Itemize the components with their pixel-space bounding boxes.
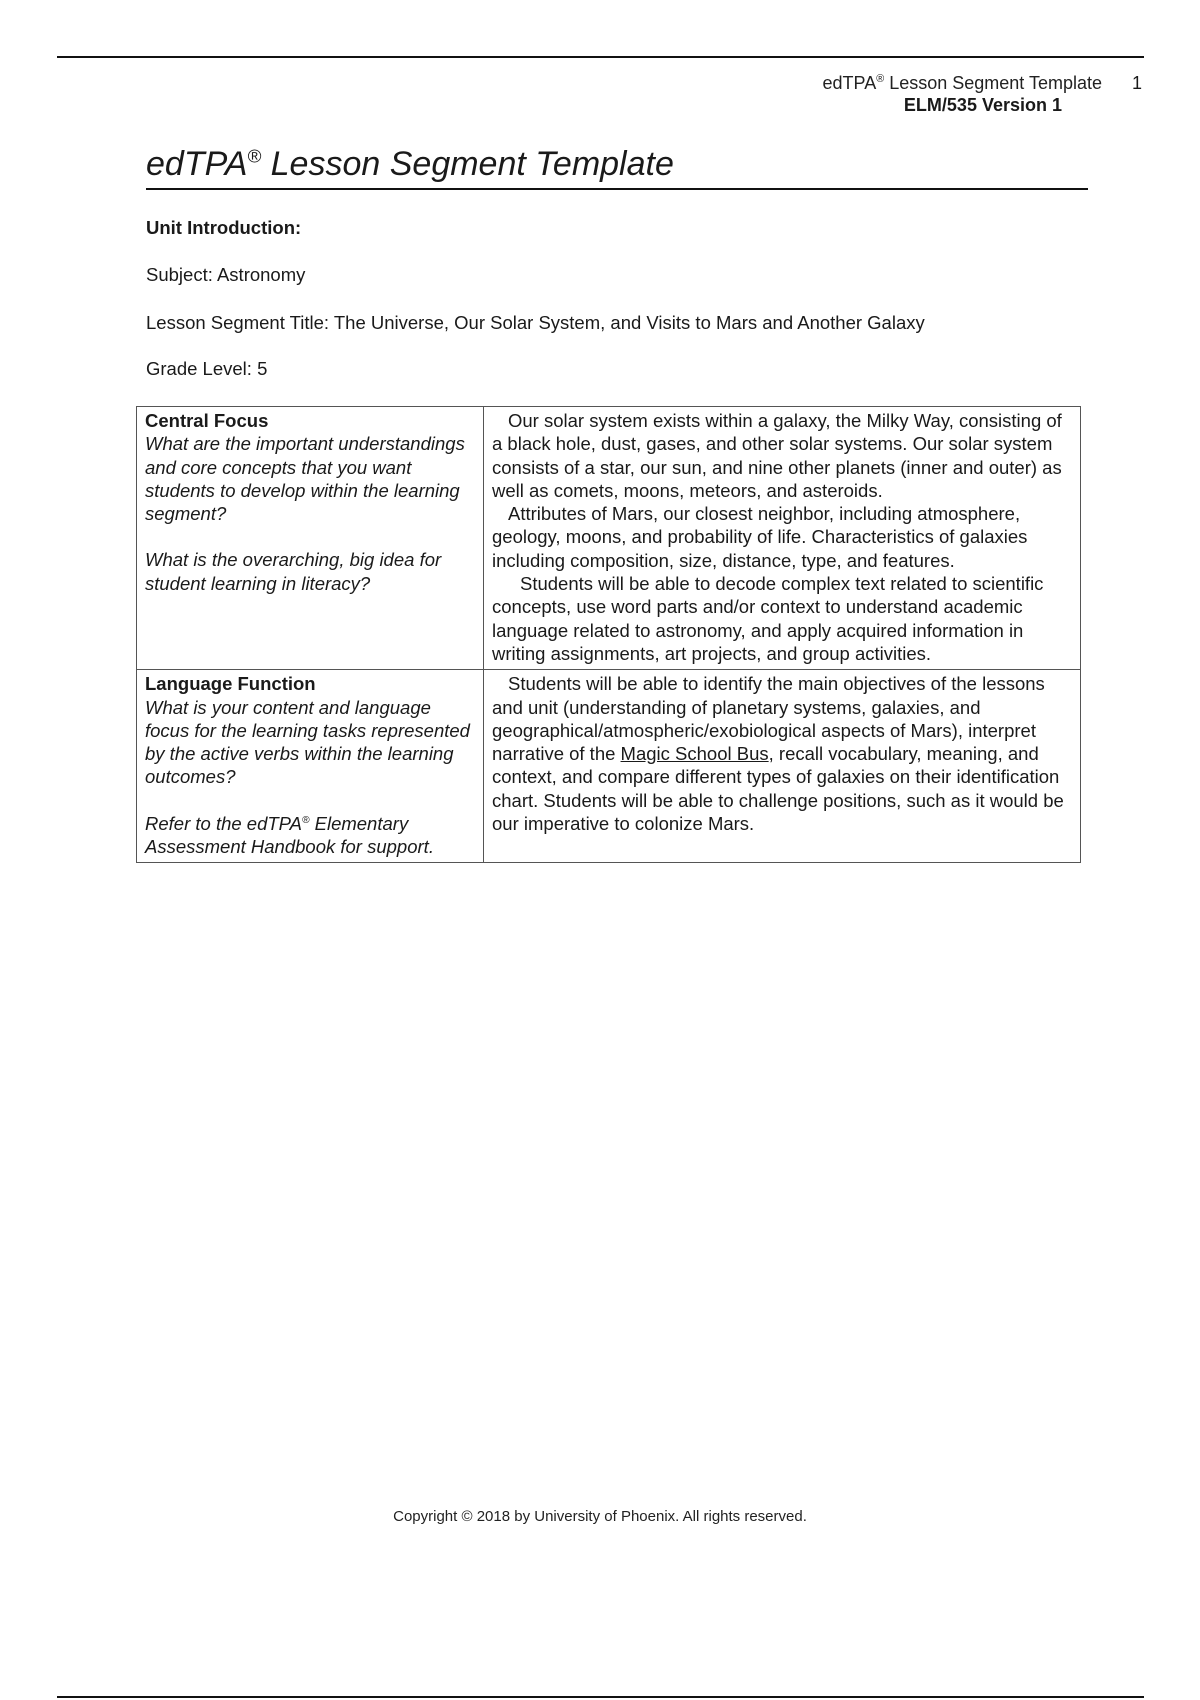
bottom-rule [57,1696,1144,1698]
language-function-question-1: What is your content and language focus for the learning tasks represented by the active verbs within the learning outcomes? [145,696,470,788]
language-function-question-2: Refer to the edTPA® Elementary Assessment Handbook for support. [145,812,434,858]
central-focus-paragraph-3: Students will be able to decode complex text related to scientific concepts, use word parts and/or context to understand academic language related to astronomy, and apply acquired information in writing assignments, art projects, and group activities. [492,573,1044,664]
language-function-response-cell [484,670,1081,863]
central-focus-heading: Central Focus [145,410,269,431]
table-row-language-function [137,670,1081,863]
table-row-central-focus [137,407,1081,670]
unit-introduction-label: Unit Introduction: [146,217,302,238]
top-rule [57,56,1144,58]
central-focus-question-2: What is the overarching, big idea for student learning in literacy? [145,549,442,594]
subject-line: Subject: Astronomy [146,264,306,285]
course-version: ELM/535 Version 1 [903,95,1062,115]
language-function-heading: Language Function [145,673,316,695]
language-function-paragraph: Students will be able to identify the main objectives of the lessons and unit (understanding of planetary systems, galaxies, and geographical/atmospheric/exobiological aspects of Mars), interpret narrative of the Magic School Bus, recall vocabulary, meaning, and context, and compare different types of galaxies on their identification chart. Students will be able to challenge positions, such as it would be our imperative to colonize Mars. [492,673,1064,835]
magic-school-bus-title: Magic School Bus [620,743,769,765]
running-title: edTPA® Lesson Segment Template [822,73,1102,93]
language-function-prompt-cell [137,670,484,863]
grade-level-line: Grade Level: 5 [146,358,268,379]
copyright-footer: Copyright © 2018 by University of Phoenix. All rights reserved. [393,1508,807,1525]
central-focus-question-1: What are the important understandings and core concepts that you want students to develop within the learning segment? [145,433,465,525]
document-title: edTPA® Lesson Segment Template [146,140,1088,190]
central-focus-paragraph-2: Attributes of Mars, our closest neighbor, including atmosphere, geology, moons, and probability of life. Characteristics of galaxies including composition, size, distance, type, and features. [492,503,1028,571]
lesson-segment-table [136,406,1081,863]
central-focus-response-cell [484,407,1081,670]
central-focus-paragraph-1: Our solar system exists within a galaxy, the Milky Way, consisting of a black hole, dust, gases, and other solar systems. Our solar system consists of a star, our sun, and nine other planets (inner and outer) as well as comets, moons, meteors, and asteroids. [492,410,1062,501]
lesson-title-line: Lesson Segment Title: The Universe, Our Solar System, and Visits to Mars and Another Galaxy [146,312,925,333]
running-header [822,72,1142,116]
central-focus-prompt-cell [137,407,484,670]
page-number: 1 [1131,73,1142,93]
